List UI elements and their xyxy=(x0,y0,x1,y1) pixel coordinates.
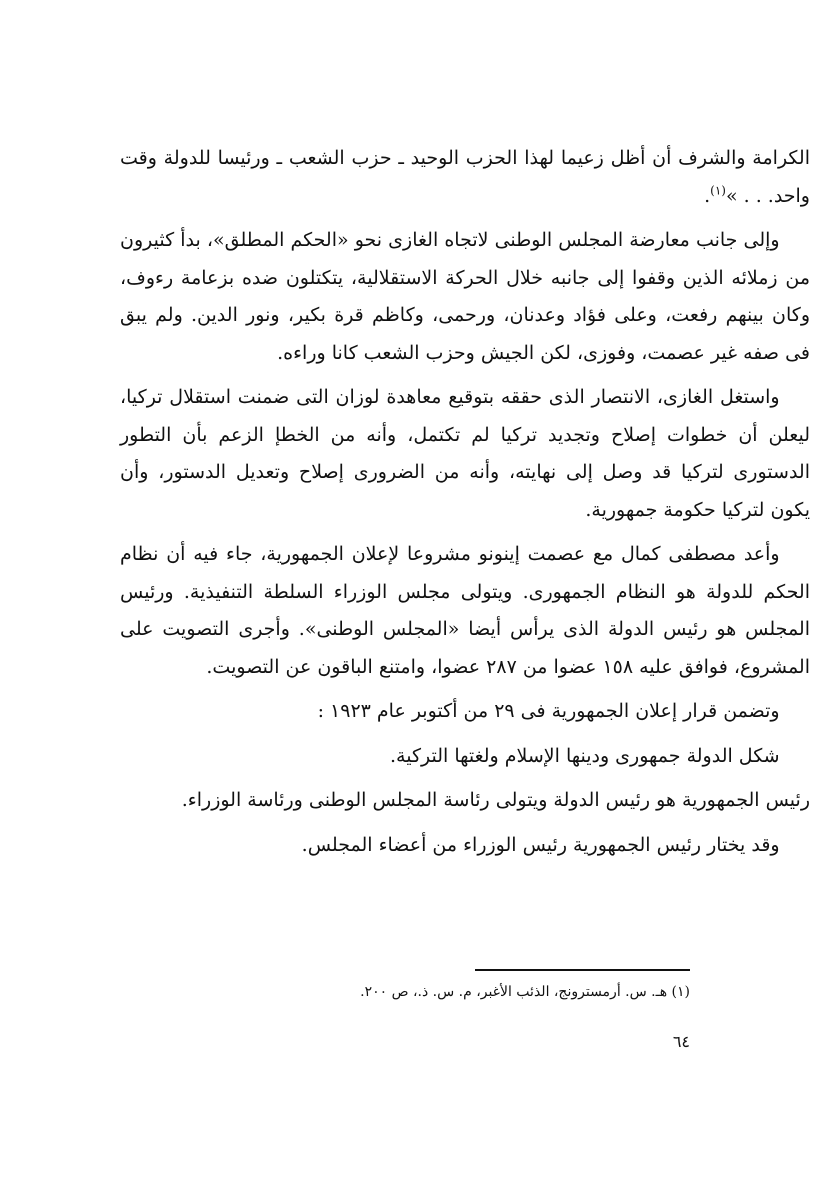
paragraph-6: شكل الدولة جمهورى ودينها الإسلام ولغتها التركية. xyxy=(389,744,780,767)
page-body xyxy=(120,140,810,871)
paragraph-3: واستغل الغازى، الانتصار الذى حققه بتوقيع معاهدة لوزان التى ضمنت استقلال تركيا، ليعلن أن خطوات إصلاح وتجديد تركيا لم تكتمل، وأنه من الخطإ الزعم بأن التطور الدستورى لتركيا قد وصل إلى نهايته، وأنه من الضرورى إصلاح وتعديل الدستور، وأن يكون لتركيا حكومة جمهورية. xyxy=(120,386,810,521)
paragraph-1 xyxy=(120,140,810,215)
footnote-divider xyxy=(475,969,690,971)
paragraph-1-text: الكرامة والشرف أن أظل زعيما لهذا الحزب الوحيد ـ حزب الشعب ـ ورئيسا للدولة وقت واحد. . . » xyxy=(120,147,810,207)
footnote: (١) هـ. س. أرمسترونج، الذئب الأغبر، م. س. ذ.، ص ٢٠٠. xyxy=(360,984,690,1000)
paragraph-2: وإلى جانب معارضة المجلس الوطنى لاتجاه الغازى نحو «الحكم المطلق»، بدأ كثيرون من زملائه الذين وقفوا إلى جانبه خلال الحركة الاستقلالية، يتكتلون ضده بزعامة رءوف، وكان بينهم رفعت، وعلى فؤاد وعدنان، ورحمى، وكاظم قرة بكير، ونور الدين. ولم يبق فى صفه غير عصمت، وفوزى، لكن الجيش وحزب الشعب كانا وراءه. xyxy=(120,229,810,364)
footnote-reference: (١) xyxy=(710,183,726,198)
paragraph-1-suffix: . xyxy=(704,184,711,207)
page-number: ٦٤ xyxy=(672,1032,690,1051)
paragraph-7: رئيس الجمهورية هو رئيس الدولة ويتولى رئاسة المجلس الوطنى ورئاسة الوزراء. xyxy=(181,789,810,811)
paragraph-5: وتضمن قرار إعلان الجمهورية فى ٢٩ من أكتوبر عام ١٩٢٣ : xyxy=(317,700,780,722)
paragraph-4: وأعد مصطفى كمال مع عصمت إينونو مشروعا لإعلان الجمهورية، جاء فيه أن نظام الحكم للدولة هو النظام الجمهورى. ويتولى مجلس الوزراء السلطة التنفيذية. ورئيس المجلس هو رئيس الدولة الذى يرأس أيضا «المجلس الوطنى». وأجرى التصويت على المشروع، فوافق عليه ١٥٨ عضوا من ٢٨٧ عضوا، وامتنع الباقون عن التصويت. xyxy=(120,543,810,678)
paragraph-8: وقد يختار رئيس الجمهورية رئيس الوزراء من أعضاء المجلس. xyxy=(301,833,780,856)
